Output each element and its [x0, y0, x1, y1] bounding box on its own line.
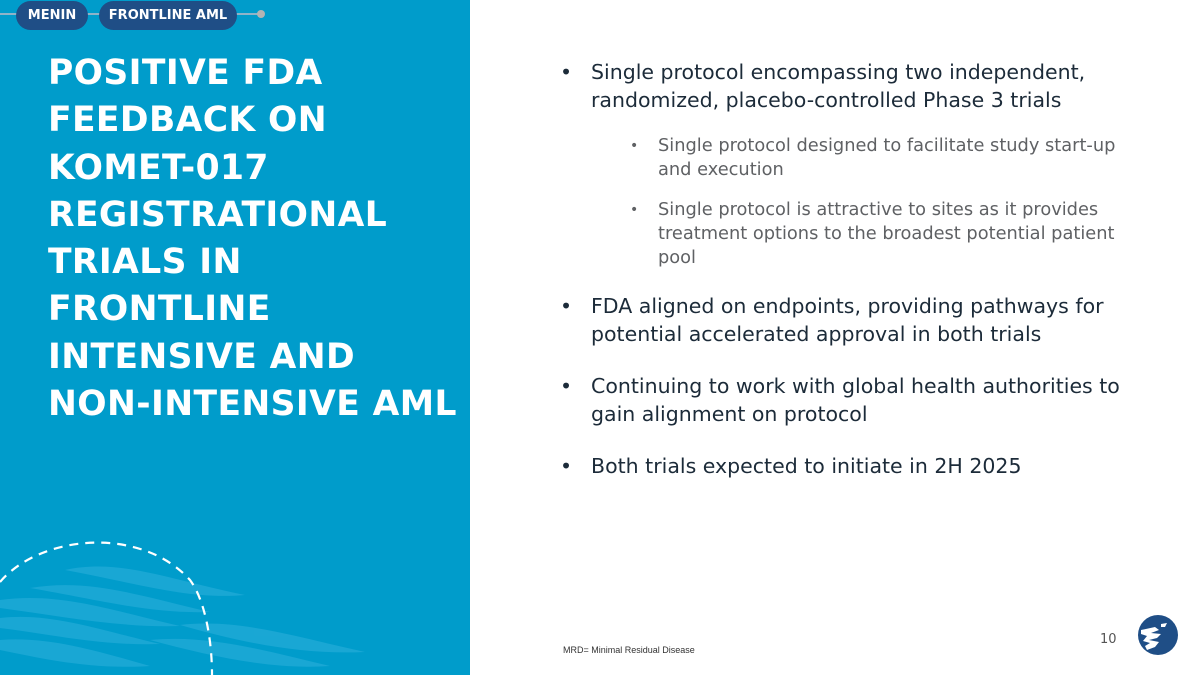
bullet-icon: •	[560, 294, 573, 318]
bullet-icon: •	[560, 454, 573, 478]
sub-bullet-item	[560, 198, 1150, 270]
bullet-item	[560, 372, 1150, 428]
bullet-text: Single protocol encompassing two independent, randomized, placebo-controlled Phase 3 trials	[591, 60, 1086, 112]
page-number: 10	[1100, 632, 1117, 647]
nav-pill-frontline-aml[interactable]: FRONTLINE AML	[99, 1, 237, 30]
company-logo-icon	[1137, 614, 1179, 656]
slide-title: POSITIVE FDA FEEDBACK ON KOMET-017 REGISTRATIONAL TRIALS IN FRONTLINE INTENSIVE AND NON-INTENSIVE AML	[48, 53, 457, 425]
bullet-text: Single protocol is attractive to sites as it provides treatment options to the broadest potential patient pool	[658, 199, 1115, 268]
bullet-icon: •	[560, 374, 573, 398]
bullet-item	[560, 292, 1150, 348]
bullet-item	[560, 452, 1150, 480]
bullet-list	[560, 58, 1150, 504]
nav-pill-menin[interactable]: MENIN	[16, 1, 88, 30]
bullet-icon: •	[560, 60, 573, 84]
wave-decoration-icon	[0, 500, 470, 675]
sub-bullet-item	[560, 134, 1150, 182]
nav-end-dot	[257, 10, 265, 18]
bullet-text: FDA aligned on endpoints, providing pathways for potential accelerated approval in both trials	[591, 294, 1104, 346]
footnote: MRD= Minimal Residual Disease	[563, 645, 695, 655]
bullet-text: Continuing to work with global health authorities to gain alignment on protocol	[591, 374, 1120, 426]
bullet-icon: •	[630, 202, 639, 218]
bullet-icon: •	[630, 138, 639, 154]
bullet-text: Single protocol designed to facilitate study start-up and execution	[658, 135, 1116, 180]
bullet-text: Both trials expected to initiate in 2H 2025	[591, 454, 1022, 478]
bullet-item	[560, 58, 1150, 114]
title-panel	[0, 0, 470, 675]
